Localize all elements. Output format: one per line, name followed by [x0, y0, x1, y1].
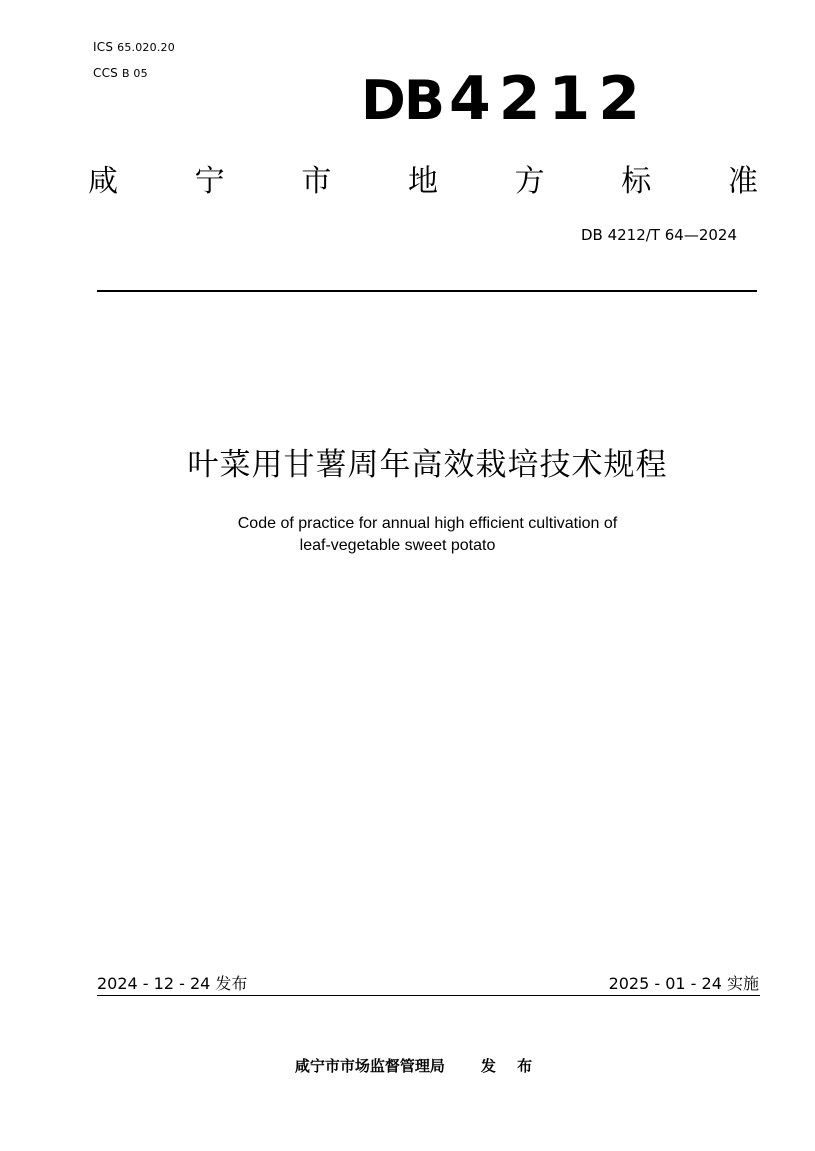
ccs-label: CCS [93, 66, 118, 80]
standard-type-char: 准 [727, 164, 758, 199]
standard-code-number: 4212 [448, 64, 648, 134]
document-title-english-line2: leaf-vegetable sweet potato [299, 537, 496, 554]
document-title-english-line1: Code of practice for annual high efficient cultivation of [237, 515, 618, 532]
issuer-line [0, 1055, 815, 1077]
standard-code-logo [361, 66, 701, 132]
issuer-organization: 咸宁市市场监督管理局 [294, 1057, 445, 1075]
standard-code-prefix: DB [361, 69, 443, 132]
document-title-chinese: 叶菜用甘薯周年高效栽培技术规程 [187, 447, 668, 483]
bottom-divider [97, 995, 760, 996]
ics-value: 65.020.20 [117, 41, 175, 54]
ics-code [93, 40, 175, 55]
standard-type-char: 标 [621, 164, 652, 199]
standard-type-char: 市 [301, 164, 332, 199]
standard-type-char: 方 [514, 164, 545, 199]
issue-date [97, 973, 247, 995]
implementation-date-label: 实施 [726, 974, 759, 993]
implementation-date-value: 2025 - 01 - 24 [608, 974, 722, 993]
issuer-action: 发 布 [480, 1057, 541, 1075]
implementation-date [609, 973, 759, 995]
standard-number: DB 4212/T 64—2024 [580, 226, 737, 244]
ccs-code [93, 66, 148, 81]
standard-type-char: 地 [407, 164, 438, 199]
standard-type-char: 咸 [88, 164, 118, 199]
ics-label: ICS [93, 40, 114, 54]
issue-date-label: 发布 [215, 974, 248, 993]
ccs-value: B 05 [121, 67, 148, 80]
standard-type-heading [88, 160, 758, 204]
standard-type-char: 宁 [194, 164, 225, 199]
top-divider [97, 290, 757, 292]
issue-date-value: 2024 - 12 - 24 [97, 974, 211, 993]
